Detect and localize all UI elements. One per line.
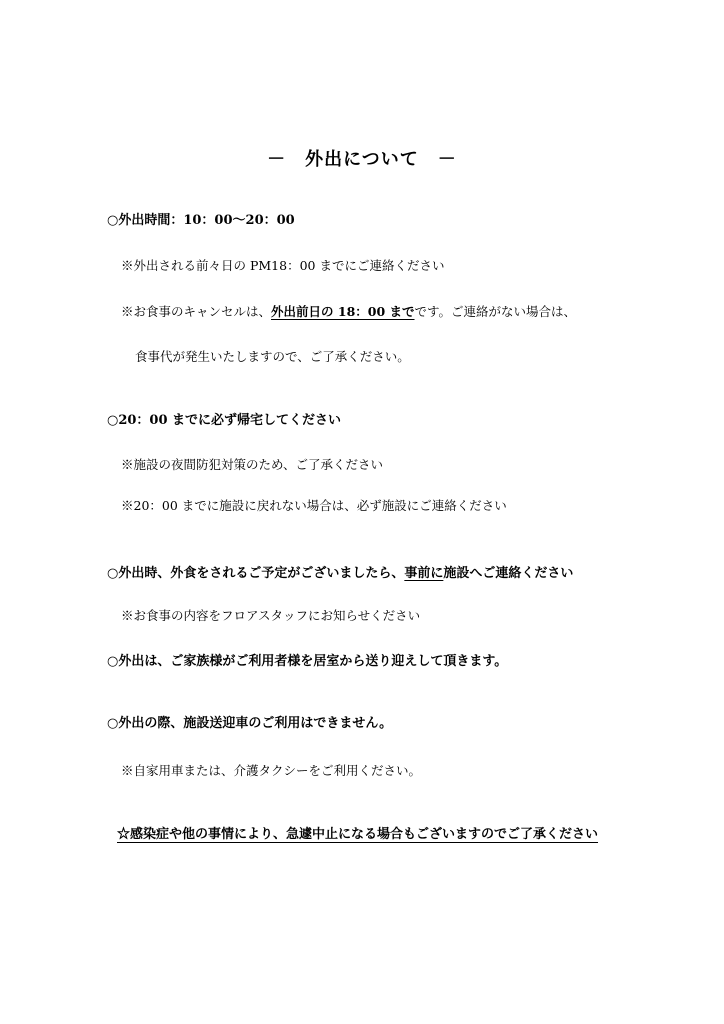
meal-content-note: ※お食事の内容をフロアスタッフにお知らせください [121,608,421,623]
eating-out-heading-emph: 事前に [404,566,444,581]
shuttle-heading: ○外出の際、施設送迎車のご利用はできません。 [107,716,393,731]
security-note: ※施設の夜間防犯対策のため、ご了承ください [121,457,384,472]
contact-deadline-note: ※外出される前々日の PM18：00 までにご連絡ください [121,258,445,273]
outing-hours-heading: ○外出時間：10：00～20：00 [107,213,295,228]
eating-out-heading-post: 施設へご連絡ください [443,566,574,581]
meal-cancel-note-post: です。ご連絡がない場合は、 [414,304,577,319]
meal-cancel-note [121,303,576,321]
meal-cancel-note-pre: ※お食事のキャンセルは、 [121,304,272,319]
transport-note: ※自家用車または、介護タクシーをご利用ください。 [121,763,422,778]
meal-cancel-deadline: 外出前日の 18：00 まで [271,304,415,319]
eating-out-heading [107,565,573,583]
cancellation-notice: ☆感染症や他の事情により、急遽中止になる場合もございますのでご了承ください [117,827,599,842]
late-return-note: ※20：00 までに施設に戻れない場合は、必ず施設にご連絡ください [121,498,507,513]
family-escort-heading: ○外出は、ご家族様がご利用者様を居室から送り迎えして頂きます。 [107,654,508,669]
meal-charge-note: 食事代が発生いたしますので、ご了承ください。 [135,349,410,364]
page-title: － 外出について － [267,149,457,170]
return-time-heading: ○20：00 までに必ず帰宅してください [107,413,342,428]
eating-out-heading-pre: ○外出時、外食をされるご予定がございましたら、 [107,566,405,581]
